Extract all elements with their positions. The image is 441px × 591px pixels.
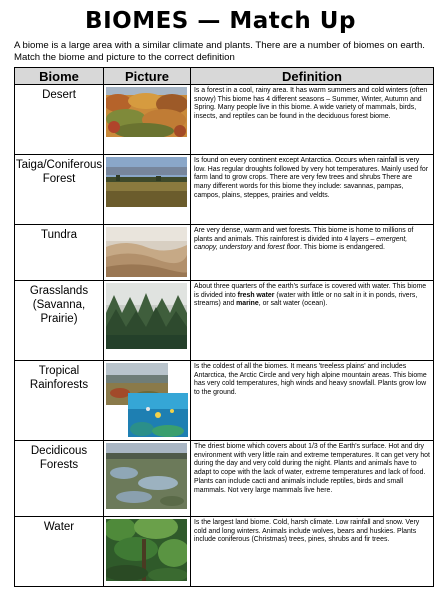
picture-cell xyxy=(104,155,191,225)
definition-text: Is a forest in a cool, rainy area. It has warm summers and cold winters (often snowy) This biome has 4 different seasons – Summer, Winter, Autumn and Spring. Many people live in this biome. A wide variety of mammals, birds, insects, and reptiles can be found in the deciduous forest biome. xyxy=(191,85,434,155)
picture-cell xyxy=(104,517,191,587)
picture-cell xyxy=(104,361,191,441)
column-header-biome: Biome xyxy=(15,68,104,85)
coral-reef-picture xyxy=(128,393,188,437)
picture-cell xyxy=(104,225,191,281)
definition-text: About three quarters of the earth's surface is covered with water. This biome is divided into fresh water (water with little or no salt in it in ponds, rivers, streams) and marine, or salt water (ocean). xyxy=(191,281,434,361)
table-row xyxy=(15,361,434,441)
table-row xyxy=(15,85,434,155)
picture-cell xyxy=(104,281,191,361)
column-header-picture: Picture xyxy=(104,68,191,85)
table-row xyxy=(15,225,434,281)
definition-text: Is the largest land biome. Cold, harsh climate. Low rainfall and snow. Very cold and long winters. Animals include wolves, bears and huskies. Plants include coniferous (Christmas) trees, pines, shrubs and fir trees. xyxy=(191,517,434,587)
definition-text: The driest biome which covers about 1/3 of the Earth's surface. Hot and dry environment with very little rain and extreme temperatures. It can get very hot during the day and very cold during the night. Plants and animals have to adapt to cope with the lack of water, extreme temperatures and lack of food. Plants can include cacti and animals include reptiles, birds and small mammals. Not very large mammals live here. xyxy=(191,441,434,517)
picture-cell xyxy=(104,441,191,517)
biome-name: Decidicous Forests xyxy=(15,441,104,517)
grassland-picture xyxy=(106,157,187,207)
table-header-row xyxy=(15,68,434,85)
intro-text: A biome is a large area with a similar climate and plants. There are a number of biomes on earth. Match the biome and picture to the correct definition xyxy=(14,40,425,63)
biome-name: Desert xyxy=(15,85,104,155)
table-row xyxy=(15,517,434,587)
biome-name: Tundra xyxy=(15,225,104,281)
biome-name: Water xyxy=(15,517,104,587)
biome-name: Grasslands (Savanna, Prairie) xyxy=(15,281,104,361)
picture-cell xyxy=(104,85,191,155)
definition-text: Is the coldest of all the biomes. It means 'treeless plains' and includes Antarctica, the Arctic Circle and very high alpine mountain areas. This biome has very cold temperatures, high winds and heavy snowfall. Plants grow low to the ground. xyxy=(191,361,434,441)
sand-dunes-picture xyxy=(106,227,187,277)
coniferous-forest-picture xyxy=(106,283,187,349)
wetland-picture xyxy=(106,443,187,509)
rainforest-picture xyxy=(106,519,187,581)
definition-text: Is found on every continent except Antarctica. Occurs when rainfall is very low. Has regular droughts followed by very hot temperatures. Mainly used for farm land to grow crops. There are very few trees and shrubs There are many different words for this biome they include: savannas, pampas, campos, plains, steppes, prairies and veldts. xyxy=(191,155,434,225)
table-row xyxy=(15,281,434,361)
biomes-table xyxy=(14,67,434,587)
table-row xyxy=(15,155,434,225)
biome-name: Taiga/Coniferous Forest xyxy=(15,155,104,225)
autumn-forest-picture xyxy=(106,87,187,137)
column-header-definition: Definition xyxy=(191,68,434,85)
page-title: BIOMES — Match Up xyxy=(85,8,356,34)
biome-name: Tropical Rainforests xyxy=(15,361,104,441)
picture-stack xyxy=(106,363,187,437)
definition-text: Are very dense, warm and wet forests. This biome is home to millions of plants and animals. This rainforest is divided into 4 layers – emergent, canopy, understory and forest floor. This biome is endangered. xyxy=(191,225,434,281)
table-row xyxy=(15,441,434,517)
